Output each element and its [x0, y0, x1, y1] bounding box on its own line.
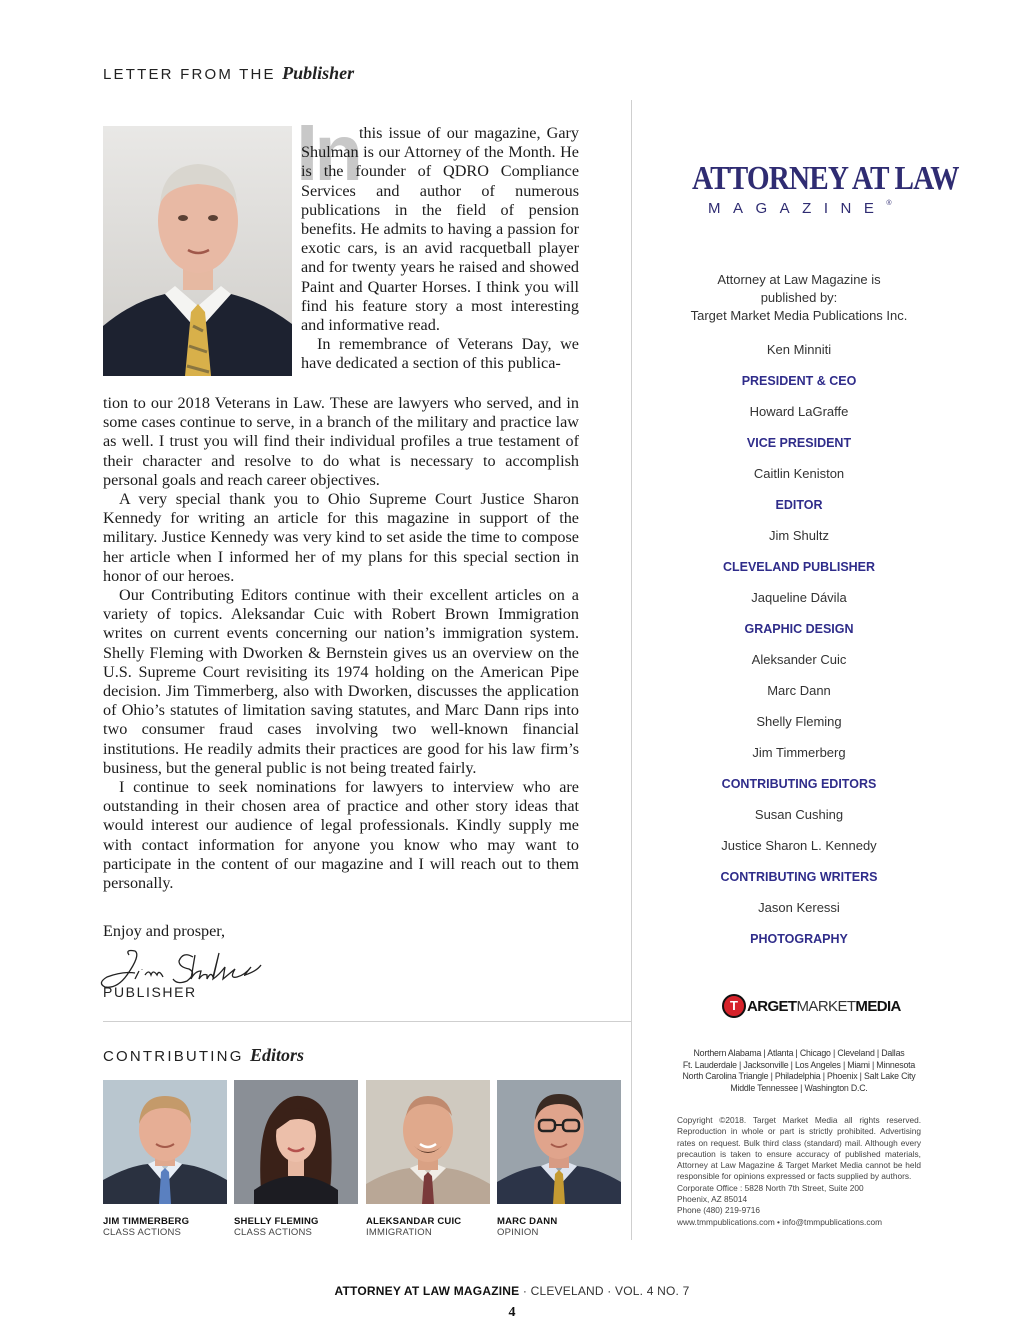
letter-main-text	[103, 394, 579, 893]
copyright-block	[677, 1115, 921, 1228]
editor-card	[234, 1080, 358, 1238]
footer-magazine: ATTORNEY AT LAW MAGAZINE	[334, 1284, 520, 1298]
office-city: Phoenix, AZ 85014	[677, 1194, 748, 1205]
copyright-text: Copyright ©2018. Target Market Media all rights reserved. Reproduction in whole or part is strictly prohibited. Advertising rates on request. Bulk third class (standard) mail. Although every precaution is taken to ensure accuracy of published materials, Attorney at Law Magazine & Target Market Media cannot be held responsible for opinions expressed or facts supplied by authors.	[677, 1115, 921, 1182]
editor-card	[103, 1080, 227, 1238]
closing-line: Enjoy and prosper,	[103, 922, 226, 940]
staff-name: Ken Minniti	[766, 342, 832, 357]
tmm-word: ARGET	[747, 997, 797, 1015]
office-address: Corporate Office : 5828 North 7th Street, Suite 200	[677, 1182, 864, 1193]
staff-name: Howard LaGraffe	[749, 404, 849, 419]
intro-line: Target Market Media Publications Inc.	[690, 308, 908, 323]
editor-name: MARC DANN	[497, 1216, 558, 1227]
staff-role: EDITOR	[775, 498, 823, 512]
publisher-portrait-photo	[103, 126, 292, 376]
magazine-logo-sub	[708, 200, 892, 217]
markets-list	[664, 1048, 934, 1094]
staff-role: PRESIDENT & CEO	[741, 374, 857, 388]
staff-name: Jason Keressi	[758, 900, 840, 915]
column-divider	[631, 100, 632, 1240]
letter-section-heading	[103, 63, 354, 84]
editor-photo	[234, 1080, 358, 1204]
editor-photo	[497, 1080, 621, 1204]
target-market-media-logo	[722, 993, 901, 1019]
magazine-logo: ATTORNEY AT LAW	[692, 160, 959, 197]
staff-name: Shelly Fleming	[756, 714, 842, 729]
intro-line: Attorney at Law Magazine is	[717, 272, 881, 287]
heading-label: CONTRIBUTING	[103, 1048, 244, 1065]
editor-role: CLASS ACTIONS	[234, 1227, 313, 1238]
staff-role: CONTRIBUTING WRITERS	[720, 870, 878, 884]
intro-line: published by:	[760, 290, 838, 305]
paragraph-2-top: In remembrance of Veterans Day, we have dedicated a section of this publica-	[301, 335, 579, 373]
editors-section-heading	[103, 1045, 304, 1066]
staff-list	[660, 341, 938, 961]
registered-mark: ®	[886, 200, 892, 207]
editor-card	[366, 1080, 490, 1238]
web-contact: www.tmmpublications.com • info@tmmpublications.com	[677, 1216, 882, 1227]
page-footer	[0, 1284, 1024, 1298]
staff-name: Jaqueline Dávila	[751, 590, 847, 605]
tmm-word: MEDIA	[855, 997, 901, 1015]
staff-name: Jim Timmerberg	[752, 745, 846, 760]
drop-cap: In	[296, 108, 360, 197]
staff-role: CLEVELAND PUBLISHER	[722, 560, 876, 574]
editor-card	[497, 1080, 621, 1238]
staff-role: PHOTOGRAPHY	[750, 932, 848, 946]
lead-paragraph: this issue of our magazine, Gary Shulman is our Attorney of the Month. He is the founder of QDRO Compliance Services and author of numerous publications in the field of pension benefits. He admits to having a passion for exotic cars, is an avid racquetball player and for twenty years he raised and showed Paint and Quarter Horses. I think you will find his feature story a most interesting and informative read.	[301, 124, 579, 335]
letter-lead-text	[301, 124, 579, 374]
staff-name: Susan Cushing	[754, 807, 844, 822]
heading-emphasis: Editors	[249, 1045, 304, 1065]
markets-line: Ft. Lauderdale | Jacksonville | Los Angeles | Miami | Minnesota	[682, 1059, 916, 1070]
logo-sub-text: MAGAZINE	[708, 200, 887, 217]
editor-role: CLASS ACTIONS	[103, 1227, 182, 1238]
staff-role: GRAPHIC DESIGN	[744, 622, 854, 636]
tmm-word: MARKET	[796, 997, 856, 1015]
heading-label: LETTER FROM THE	[103, 66, 276, 83]
staff-name: Justice Sharon L. Kennedy	[721, 838, 877, 853]
staff-name: Jim Shultz	[769, 528, 829, 543]
editor-role: IMMIGRATION	[366, 1227, 432, 1238]
editor-photo	[366, 1080, 490, 1204]
office-phone: Phone (480) 219-9716	[677, 1205, 761, 1216]
staff-role: CONTRIBUTING EDITORS	[721, 777, 877, 791]
editor-name: JIM TIMMERBERG	[103, 1216, 190, 1227]
paragraph-5: I continue to seek nominations for lawyers to interview who are outstanding in their chosen area of practice and other story ideas that would interest our audience of legal professionals. Kindly supply me with contact information for anyone you know who may want to participate in the content of our magazine and I will reach out to them personally.	[103, 778, 579, 893]
staff-name: Caitlin Keniston	[753, 466, 845, 481]
paragraph-4: Our Contributing Editors continue with their excellent articles on a variety of topics. Aleksandar Cuic with Robert Brown Immigration writes on current events concerning our nation’s immigration system. Shelly Fleming with Dworken & Bernstein gives us an overview on the U.S. Supreme Court revisiting its 1974 holding on the American Pipe decision. Jim Timmerberg, also with Dworken, discusses the application of Ohio’s statutes of limitation saving statutes, and Marc Dann rips into two consumer fraud cases involving two well-known financial institutions. He readily admits their practices are good for his law firm’s business, but the general public is not being treated fairly.	[103, 586, 579, 777]
markets-line: Northern Alabama | Atlanta | Chicago | Cleveland | Dallas	[693, 1048, 905, 1058]
markets-line: North Carolina Triangle | Philadelphia | Phoenix | Salt Lake City	[682, 1071, 916, 1082]
editor-role: OPINION	[497, 1227, 539, 1238]
staff-role: VICE PRESIDENT	[746, 436, 852, 450]
editor-name: SHELLY FLEMING	[234, 1216, 319, 1227]
editor-name: ALEKSANDAR CUIC	[366, 1216, 462, 1227]
paragraph-2-rest: tion to our 2018 Veterans in Law. These are lawyers who served, and in some cases continue to serve, in a branch of the military and practice law as well. I trust you will find their individual profiles a true testament of their character and resolve to do what is necessary to accomplish personal goals and reach career objectives.	[103, 394, 579, 489]
footer-edition: · CLEVELAND · VOL. 4 NO. 7	[519, 1284, 690, 1298]
tmm-circle-icon: T	[722, 994, 746, 1018]
page-number: 4	[508, 1305, 516, 1320]
section-divider	[103, 1021, 631, 1022]
paragraph-3: A very special thank you to Ohio Supreme Court Justice Sharon Kennedy for writing an article for this magazine in support of the military. Justice Kennedy was very kind to set aside the time to compose her article when I informed her of my plans for this special section in honor of our heroes.	[103, 490, 579, 585]
staff-name: Marc Dann	[767, 683, 831, 698]
editor-photo	[103, 1080, 227, 1204]
staff-name: Aleksander Cuic	[751, 652, 847, 667]
publisher-intro	[660, 271, 938, 325]
signer-title: PUBLISHER	[103, 984, 197, 1000]
heading-emphasis: Publisher	[282, 63, 355, 83]
markets-line: Middle Tennessee | Washington D.C.	[730, 1082, 868, 1093]
